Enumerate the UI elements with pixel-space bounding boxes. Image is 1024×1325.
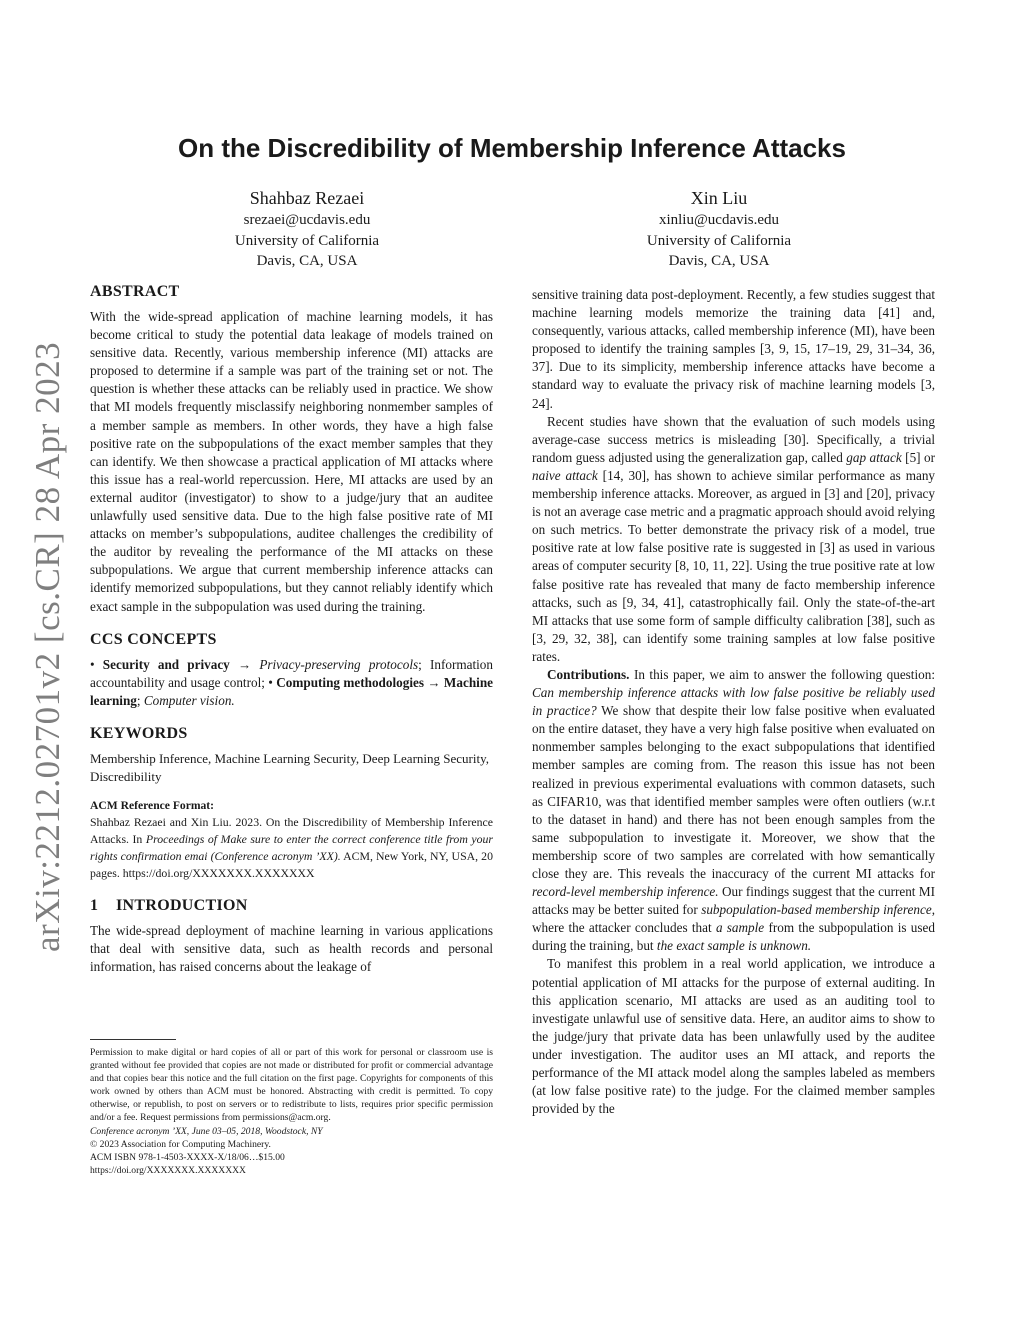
keywords-text: Membership Inference, Machine Learning Security, Deep Learning Security, Discredibility bbox=[90, 750, 489, 784]
left-column bbox=[90, 282, 493, 976]
ccs-concept-computing: Computing methodologies bbox=[276, 674, 424, 690]
copyright-line: © 2023 Association for Computing Machinery. bbox=[90, 1138, 271, 1150]
section-number: 1 bbox=[90, 896, 99, 914]
author-email: srezaei@ucdavis.edu bbox=[243, 212, 371, 228]
intro-paragraph-2: Recent studies have shown that the evaluation of such models using average-case success metrics is misleading [30]. Specifically, a trivial random guess adjusted using the generalization gap, called gap attack [5] or naive attack [14, 30], has shown to achieve similar performance as many membership inference attacks. Moreover, as argued in [3] and [20], privacy is not an average case metric and a pragmatic approach should avoid relying on such metrics. To better demonstrate the privacy risk of a model, true positive rate at low false positive rate is suggested in [3] as used in various areas of computer security [8, 10, 11, 22]. Using the true positive rate at low false positive rate has revealed that many de facto membership inference attacks, such as [9, 34, 41], catastrophically fail. Only the state-of-the-art MI attacks that use some form of sample difficulty calibration [38], such as [3, 29, 32, 38], can identify some training samples at low false positive rates. bbox=[532, 413, 936, 664]
reference-heading: ACM Reference Format: bbox=[90, 798, 215, 812]
author-email: xinliu@ucdavis.edu bbox=[658, 212, 780, 228]
ccs-concept-security: Security and privacy bbox=[102, 656, 230, 672]
keywords-heading: KEYWORDS bbox=[90, 724, 188, 742]
intro-paragraph-1-continued: sensitive training data post-deployment. Recently, a few studies suggest that machine learning models memorize the training data [41] and, consequently, various attacks, called membership inference (MI), have been proposed to identify the training samples [3, 9, 15, 17–19, 29, 31–34, 36, 37]. Due to its simplicity, membership inference attacks have become a standard way to evaluate the privacy risk of machine learning models [3, 24]. bbox=[532, 287, 935, 411]
permission-notice: Permission to make digital or hard copies of all or part of this work for personal or classroom use is granted without fee provided that copies are not made or distributed for profit or commercial advantage and that copies bear this notice and the full citation on the first page. Copyrights for components of this work owned by others than ACM must be honored. Abstracting with credit is permitted. To copy otherwise, or republish, to post on servers or to redistribute to lists, requires prior specific permission and/or a fee. Request permissions from permissions@acm.org. bbox=[90, 1047, 493, 1124]
doi-line: https://doi.org/XXXXXXX.XXXXXXX bbox=[90, 1164, 246, 1176]
ccs-heading: CCS CONCEPTS bbox=[90, 630, 217, 648]
paper-title: On the Discredibility of Membership Inference Attacks bbox=[178, 133, 846, 163]
copyright-footnote bbox=[90, 1046, 493, 1177]
footnote-divider bbox=[90, 1039, 176, 1040]
author-affiliation: University of California bbox=[234, 232, 380, 249]
isbn-line: ACM ISBN 978-1-4503-XXXX-X/18/06…$15.00 bbox=[90, 1151, 285, 1163]
author-affiliation: University of California bbox=[646, 232, 792, 249]
intro-paragraph-1-start: The wide-spread deployment of machine learning in various applications that deal with sensitive data, such as health records and personal information, has raised concerns about the leakage of bbox=[90, 922, 493, 975]
ccs-concepts: • Security and privacy → Privacy-preserving protocols; Information accountability and usage control; • Computing methodologies → Machine learning; Computer vision. bbox=[90, 656, 494, 708]
contributions-label: Contributions. bbox=[547, 666, 630, 682]
conference-line: Conference acronym ’XX, June 03–05, 2018, Woodstock, NY bbox=[90, 1125, 323, 1137]
author-location: Davis, CA, USA bbox=[668, 253, 770, 269]
introduction-heading: 1 INTRODUCTION bbox=[90, 896, 248, 914]
abstract-text: With the wide-spread application of machine learning models, it has become critical to study the potential data leakage of models trained on sensitive data. Recently, various membership inference (MI) attacks are proposed to determine if a sample was part of the training set or not. The question is whether these attacks can be reliably used in practice. We show that MI models frequently misclassify neighboring nonmember samples of a member sample as members. In other words, they have a high false positive rate on the subpopulations of the exact member samples that they can identify. We then showcase a practical application of MI attacks where this issue has a real-world repercussion. Here, MI attacks are used by an external auditor (investigator) to show to a judge/jury that an auditee unlawfully used sensitive data. Due to the high false positive rate of MI attacks on member’s subpopulations, auditee challenges the credibility of the auditor by revealing the performance of the MI attacks on these subpopulations. We argue that current membership inference attacks can identify memorized subpopulations, but they cannot reliably identify which exact sample in the subpopulation was used during the training. bbox=[90, 309, 493, 614]
author-block-1 bbox=[147, 186, 467, 272]
contributions-paragraph: Contributions. In this paper, we aim to answer the following question: Can membership inference attacks with low false positive be reliably used in practice? We show that despite their low false positive when evaluated on the entire dataset, they have a very high false positive when evaluated on nonmember samples belonging to the exact subpopulations that identified member samples are coming from. The reason this issue has not been realized in previous experimental evaluations with common datasets, such as CIFAR10, was that identified member samples were often outliers (w.r.t to the dataset in hand) and there has not been enough samples from the same subpopulation to investigate it. Moreover, we show that the membership score of two samples are correlated with how semantically close they are. This reveals the inaccuracy of the current MI attacks for record-level membership inference. Our findings suggest that the current MI attacks may be better suited for subpopulation-based membership inference, where the attacker concludes that a sample from the subpopulation is used during the training, but the exact sample is unknown. bbox=[532, 666, 936, 954]
reference-text: Shahbaz Rezaei and Xin Liu. 2023. On the Discredibility of Membership Inference Attacks. In Proceedings of Make sure to enter the correct conference title from your rights confirmation emai (Conference acronym ’XX). ACM, New York, NY, USA, 20 pages. https://doi.org/XXXXXXX.XXXXXXX bbox=[90, 814, 493, 880]
abstract-heading: ABSTRACT bbox=[90, 283, 180, 300]
author-name: Shahbaz Rezaei bbox=[249, 188, 365, 208]
author-location: Davis, CA, USA bbox=[256, 253, 358, 269]
author-block-2 bbox=[559, 186, 879, 272]
author-name: Xin Liu bbox=[690, 188, 748, 208]
arxiv-identifier-stamp: arXiv:2212.02701v2 [cs.CR] 28 Apr 2023 bbox=[28, 341, 67, 952]
intro-paragraph-4: To manifest this problem in a real world application, we introduce a potential application of MI attacks for the purpose of external auditing. In this application scenario, MI attacks are used as an auditing tool to investigate unlawful use of sensitive data. Here, an auditor aims to show to the judge/jury that private data has been unlawfully used by the auditee under investigation. The auditor uses an MI attack, and reports the performance of the MI attack model along the samples labeled as members (at low false positive rate) to the judge. For the claimed member samples provided by the bbox=[532, 956, 935, 1117]
right-column bbox=[532, 286, 935, 1118]
